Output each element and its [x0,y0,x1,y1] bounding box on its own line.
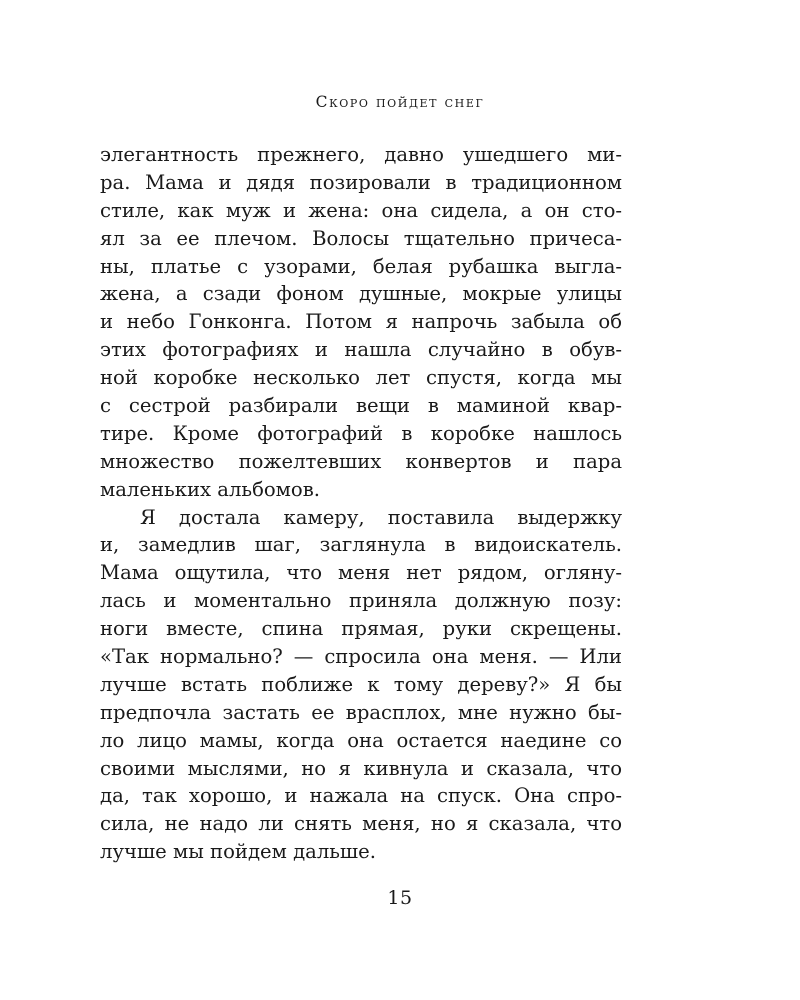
text-line: ноги вместе, спина прямая, руки скрещены. [100,617,622,641]
text-line: ной коробке несколько лет спустя, когда мы [100,366,622,390]
text-line: с сестрой разбирали вещи в маминой квар- [100,394,622,418]
paragraph-2 [100,504,622,867]
text-line: множество пожелтевших конвертов и пара [100,449,622,473]
text-line: да, так хорошо, и нажала на спуск. Она спро- [100,784,622,808]
paragraph-1 [100,141,622,504]
text-line: предпочла застать ее врасплох, мне нужно бы- [100,700,622,724]
text-line: ра. Мама и дядя позировали в традиционном [100,170,622,194]
text-line: тире. Кроме фотографий в коробке нашлось [100,421,622,445]
text-line: сила, не надо ли снять меня, но я сказала, что [100,812,622,836]
text-line: стиле, как муж и жена: она сидела, а он сто- [100,198,622,222]
text-line: ло лицо мамы, когда она остается наедине со [100,728,622,752]
page-number: 15 [387,887,413,909]
text-line: Мама ощутила, что меня нет рядом, огляну- [100,561,622,585]
text-line: «Так нормально? — спросила она меня. — Или [100,645,622,669]
text-line: лась и моментально приняла должную позу: [100,589,622,613]
text-line: этих фотографиях и нашла случайно в обув- [100,338,622,362]
text-line: своими мыслями, но я кивнула и сказала, что [100,756,622,780]
text-line: ны, платье с узорами, белая рубашка выгла- [100,254,622,278]
text-line: элегантность прежнего, давно ушедшего ми- [100,143,622,166]
text-line: жена, а сзади фоном душные, мокрые улицы [100,282,622,306]
text-line: Я достала камеру, поставила выдержку [140,505,622,529]
text-line: маленьких альбомов. [100,477,320,501]
text-line: и небо Гонконга. Потом я напрочь забыла об [100,310,622,334]
text-line: ял за ее плечом. Волосы тщательно причеса- [100,226,622,250]
running-title: Скоро пойдет снег [315,93,485,111]
text-line: и, замедлив шаг, заглянула в видоискатель. [100,533,622,557]
body-text [100,141,622,866]
text-line: лучше мы пойдем дальше. [100,840,376,864]
text-line: лучше встать поближе к тому дереву?» Я бы [100,672,622,696]
